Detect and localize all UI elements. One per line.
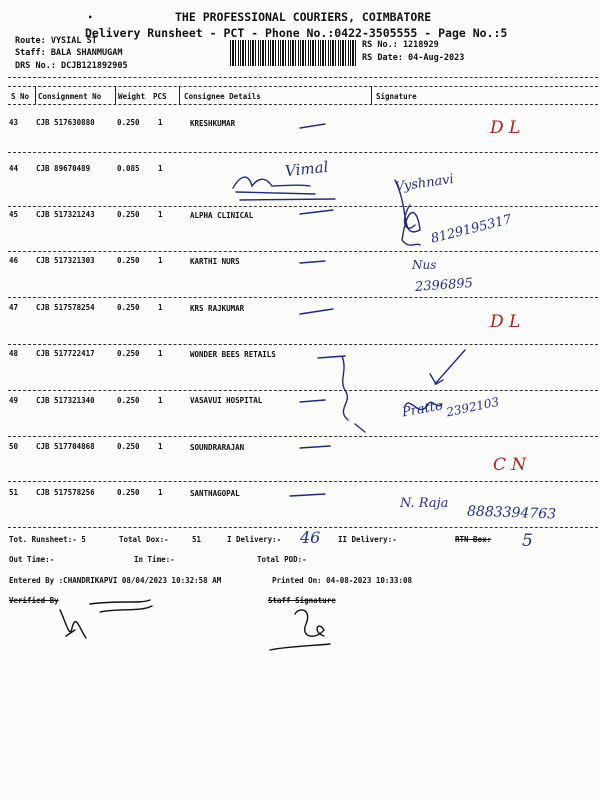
rs-number: RS No.: 1218929 (362, 40, 439, 50)
handwritten-dl-43: D L (490, 118, 521, 138)
handwritten-phone-45: 8129195317 (429, 212, 514, 247)
row-weight: 0.250 (117, 210, 140, 219)
out-time: Out Time:- (9, 555, 55, 564)
bullet-mark: • (88, 13, 93, 22)
row-pcs: 1 (158, 210, 163, 219)
ii-delivery-label: II Delivery:- (338, 535, 397, 544)
total-dox-label: Total Dox:- (119, 535, 169, 544)
row-pcs: 1 (158, 442, 163, 451)
row-weight: 0.250 (117, 488, 140, 497)
handwritten-vyshnavi: Vyshnavi (394, 171, 455, 196)
row-sno: 44 (9, 164, 19, 173)
rs-date: RS Date: 04-Aug-2023 (362, 53, 465, 63)
row-sno: 48 (9, 349, 19, 358)
handwritten-i-delivery: 46 (300, 528, 321, 547)
i-delivery-label: I Delivery:- (227, 535, 282, 544)
tot-runsheet: Tot. Runsheet:- 5 (9, 535, 86, 544)
row-consignment: CJB 517704868 (36, 442, 95, 451)
row-pcs: 1 (158, 396, 163, 405)
row-weight: 0.250 (117, 349, 140, 358)
row-consignee: KARTHI NURS (190, 257, 240, 266)
handwritten-nus: Nus (412, 258, 437, 272)
handwritten-dl-47: D L (490, 312, 521, 332)
verified-by: Verified By (9, 596, 59, 605)
col-header-consignee: Consignee Details (184, 92, 261, 101)
row-pcs: 1 (158, 256, 163, 265)
row-pcs: 1 (158, 303, 163, 312)
row-sno: 49 (9, 396, 19, 405)
row-weight: 0.250 (117, 118, 140, 127)
row-consignment: CJB 517321303 (36, 256, 95, 265)
row-pcs: 1 (158, 164, 163, 173)
col-header-weight: Weight (118, 92, 146, 101)
row-consignee: SANTHAGOPAL (190, 489, 240, 498)
col-header-consignment: Consignment No (38, 92, 102, 101)
runsheet-subtitle: Delivery Runsheet - PCT - Phone No.:0422-3505555 - Page No.:5 (85, 26, 508, 40)
row-consignee: ALPHA CLINICAL (190, 211, 254, 220)
row-consignment: CJB 517578254 (36, 303, 95, 312)
row-consignee: KRS RAJKUMAR (190, 304, 245, 313)
row-consignment: CJB 517321243 (36, 210, 95, 219)
route-label: Route: VYSIAL ST (15, 36, 97, 46)
row-consignee: VASAVUI HOSPITAL (190, 396, 263, 405)
in-time: In Time:- (134, 555, 175, 564)
rtn-box-label: RTN Box: (455, 535, 492, 544)
row-consignee: WONDER BEES RETAILS (190, 350, 276, 359)
row-weight: 0.085 (117, 164, 140, 173)
total-dox-value: 51 (192, 535, 202, 544)
row-sno: 45 (9, 210, 19, 219)
handwritten-rtn-box: 5 (522, 531, 533, 551)
handwritten-phone-46: 2396895 (414, 275, 474, 296)
handwritten-phone-49: 2392103 (445, 394, 501, 420)
row-pcs: 1 (158, 488, 163, 497)
row-sno: 43 (9, 118, 19, 127)
row-weight: 0.250 (117, 396, 140, 405)
col-header-pcs: PCS (153, 92, 167, 101)
printed-on: Printed On: 04-08-2023 10:33:08 (272, 576, 412, 585)
handwritten-n-raja: N. Raja (400, 496, 449, 511)
staff-signature-label: Staff Signature (268, 596, 336, 605)
row-consignment: CJB 517321340 (36, 396, 95, 405)
row-sno: 51 (9, 488, 19, 497)
row-pcs: 1 (158, 349, 163, 358)
row-pcs: 1 (158, 118, 163, 127)
row-sno: 50 (9, 442, 19, 451)
staff-label: Staff: BALA SHANMUGAM (15, 48, 123, 58)
handwritten-phone-51: 8883394763 (466, 503, 557, 523)
handwritten-cn: C N (493, 455, 527, 475)
row-consignment: CJB 517578256 (36, 488, 95, 497)
row-consignee: SOUNDRARAJAN (190, 443, 245, 452)
row-sno: 47 (9, 303, 19, 312)
total-pod: Total POD:- (257, 555, 307, 564)
row-consignment: CJB 517722417 (36, 349, 95, 358)
row-consignee: KRESHKUMAR (190, 119, 236, 128)
row-consignment: CJB 517630880 (36, 118, 95, 127)
entered-by: Entered By :CHANDRIKAPVI 08/04/2023 10:32:58 AM (9, 576, 222, 585)
col-header-signature: Signature (376, 92, 417, 101)
handwritten-pratto: Pratto (401, 398, 444, 421)
drs-number: DRS No.: DCJB121892905 (15, 61, 128, 71)
handwritten-vimal: Vimal (284, 157, 330, 181)
row-weight: 0.250 (117, 256, 140, 265)
row-consignment: CJB 89670489 (36, 164, 91, 173)
col-header-sno: S No (11, 92, 30, 101)
row-weight: 0.250 (117, 442, 140, 451)
row-sno: 46 (9, 256, 19, 265)
company-title: THE PROFESSIONAL COURIERS, COIMBATORE (175, 10, 432, 24)
row-weight: 0.250 (117, 303, 140, 312)
